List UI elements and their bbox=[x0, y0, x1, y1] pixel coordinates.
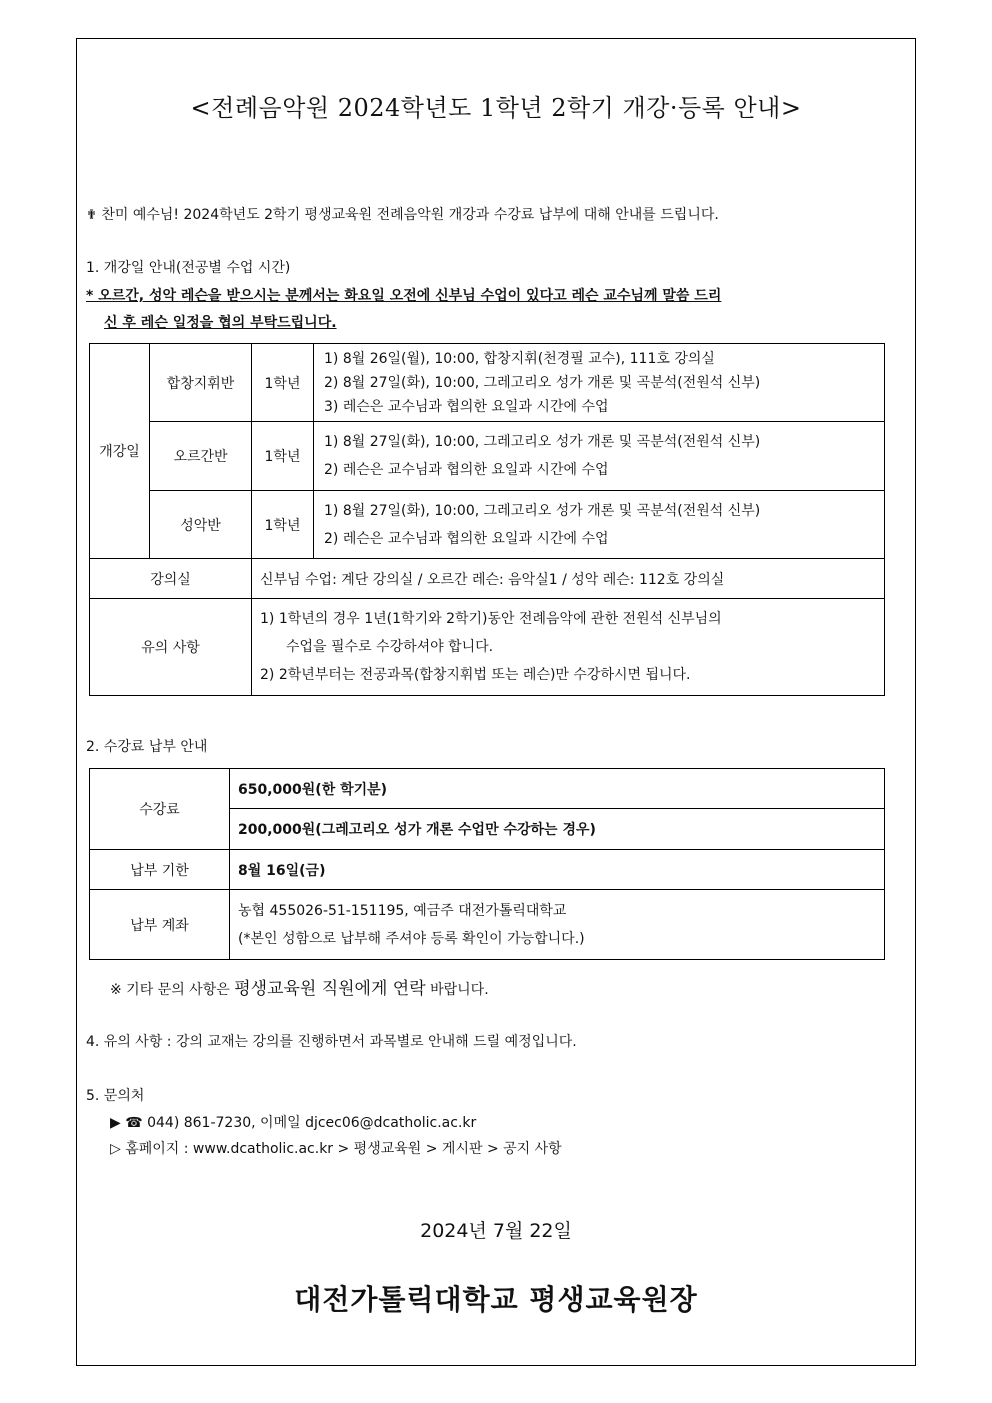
section2-heading: 2. 수강료 납부 안내 bbox=[86, 739, 208, 755]
opening-schedule-table bbox=[89, 343, 885, 696]
table-row bbox=[90, 559, 885, 599]
document-title: <전례음악원 2024학년도 1학년 2학기 개강·등록 안내> bbox=[190, 94, 802, 122]
class-name: 성악반 bbox=[150, 491, 252, 559]
table-row bbox=[90, 344, 885, 422]
account-line: 농협 455026-51-151195, 예금주 대전가톨릭대학교 bbox=[238, 902, 567, 919]
opening-label: 개강일 bbox=[90, 344, 150, 559]
deadline-label: 납부 기한 bbox=[90, 850, 230, 890]
room-label: 강의실 bbox=[90, 559, 252, 599]
contact-homepage: ▷ 홈페이지 : www.dcatholic.ac.kr > 평생교육원 > 게시판 > 공지 사항 bbox=[110, 1141, 562, 1157]
schedule-item: 2) 레슨은 교수님과 협의한 요일과 시간에 수업 bbox=[324, 462, 609, 478]
fee-item: 200,000원(그레고리오 성가 개론 수업만 수강하는 경우) bbox=[230, 809, 885, 850]
cross-icon: ✟ bbox=[86, 208, 97, 223]
schedule-item: 3) 레슨은 교수님과 협의한 요일과 시간에 수업 bbox=[324, 398, 609, 415]
class-schedule bbox=[314, 344, 885, 422]
caution-label: 유의 사항 bbox=[90, 599, 252, 696]
class-grade: 1학년 bbox=[252, 422, 314, 491]
schedule-item: 1) 8월 27일(화), 10:00, 그레고리오 성가 개론 및 곡분석(전원석 신부) bbox=[324, 502, 761, 519]
contact-phone-email: ▶ ☎ 044) 861-7230, 이메일 djcec06@dcatholic.ac.kr bbox=[110, 1115, 477, 1131]
schedule-item: 2) 레슨은 교수님과 협의한 요일과 시간에 수업 bbox=[324, 530, 609, 547]
section1-heading: 1. 개강일 안내(전공별 수업 시간) bbox=[86, 260, 291, 276]
room-value: 신부님 수업: 계단 강의실 / 오르간 레슨: 음악실1 / 성악 레슨: 112호 강의실 bbox=[252, 559, 885, 599]
fee-item: 650,000원(한 학기분) bbox=[230, 769, 885, 809]
class-grade: 1학년 bbox=[252, 491, 314, 559]
fee-label: 수강료 bbox=[90, 769, 230, 850]
schedule-item: 1) 8월 26일(월), 10:00, 합창지휘(천경필 교수), 111호 강의실 bbox=[324, 350, 715, 367]
caution-item: 수업을 필수로 수강하셔야 합니다. bbox=[286, 639, 494, 655]
account-note: (*본인 성함으로 납부해 주셔야 등록 확인이 가능합니다.) bbox=[238, 930, 585, 947]
section1-notice-line1: * 오르간, 성악 레슨을 받으시는 분께서는 화요일 오전에 신부님 수업이 있다고 레슨 교수님께 말씀 드리 bbox=[86, 288, 722, 304]
account-label: 납부 계좌 bbox=[90, 890, 230, 960]
section4-caution: 4. 유의 사항 : 강의 교재는 강의를 진행하면서 과목별로 안내해 드릴 예정입니다. bbox=[86, 1034, 577, 1050]
other-inquiry-note bbox=[110, 974, 489, 999]
document-frame bbox=[76, 38, 916, 1366]
signature: 대전가톨릭대학교 평생교육원장 bbox=[294, 1283, 698, 1316]
section5-heading: 5. 문의처 bbox=[86, 1088, 145, 1104]
class-schedule bbox=[314, 491, 885, 559]
document-date: 2024년 7월 22일 bbox=[420, 1220, 572, 1242]
caution-item: 1) 1학년의 경우 1년(1학기와 2학기)동안 전례음악에 관한 전원석 신부님의 bbox=[260, 611, 722, 627]
table-row bbox=[90, 890, 885, 960]
table-row bbox=[90, 491, 885, 559]
other-inquiry-emphasis: 평생교육원 직원에게 연락 bbox=[234, 979, 426, 999]
class-schedule bbox=[314, 422, 885, 491]
other-inquiry-prefix: ※ 기타 문의 사항은 bbox=[110, 982, 235, 998]
table-row bbox=[90, 599, 885, 696]
section1-notice-line2: 신 후 레슨 일정을 협의 부탁드립니다. bbox=[104, 315, 337, 331]
schedule-item: 2) 8월 27일(화), 10:00, 그레고리오 성가 개론 및 곡분석(전원석 신부) bbox=[324, 374, 761, 391]
other-inquiry-suffix: 바랍니다. bbox=[425, 982, 489, 998]
class-name: 오르간반 bbox=[150, 422, 252, 491]
table-row bbox=[90, 769, 885, 809]
greeting-text: 찬미 예수님! 2024학년도 2학기 평생교육원 전례음악원 개강과 수강료 납부에 대해 안내를 드립니다. bbox=[101, 207, 719, 223]
class-grade: 1학년 bbox=[252, 344, 314, 422]
table-row bbox=[90, 850, 885, 890]
deadline-value: 8월 16일(금) bbox=[230, 850, 885, 890]
caution-items bbox=[252, 599, 885, 696]
account-value bbox=[230, 890, 885, 960]
caution-item: 2) 2학년부터는 전공과목(합창지휘법 또는 레슨)만 수강하시면 됩니다. bbox=[260, 667, 691, 683]
table-row bbox=[90, 422, 885, 491]
class-name: 합창지휘반 bbox=[150, 344, 252, 422]
fee-table bbox=[89, 768, 885, 960]
greeting bbox=[86, 204, 719, 224]
schedule-item: 1) 8월 27일(화), 10:00, 그레고리오 성가 개론 및 곡분석(전원석 신부) bbox=[324, 434, 761, 450]
